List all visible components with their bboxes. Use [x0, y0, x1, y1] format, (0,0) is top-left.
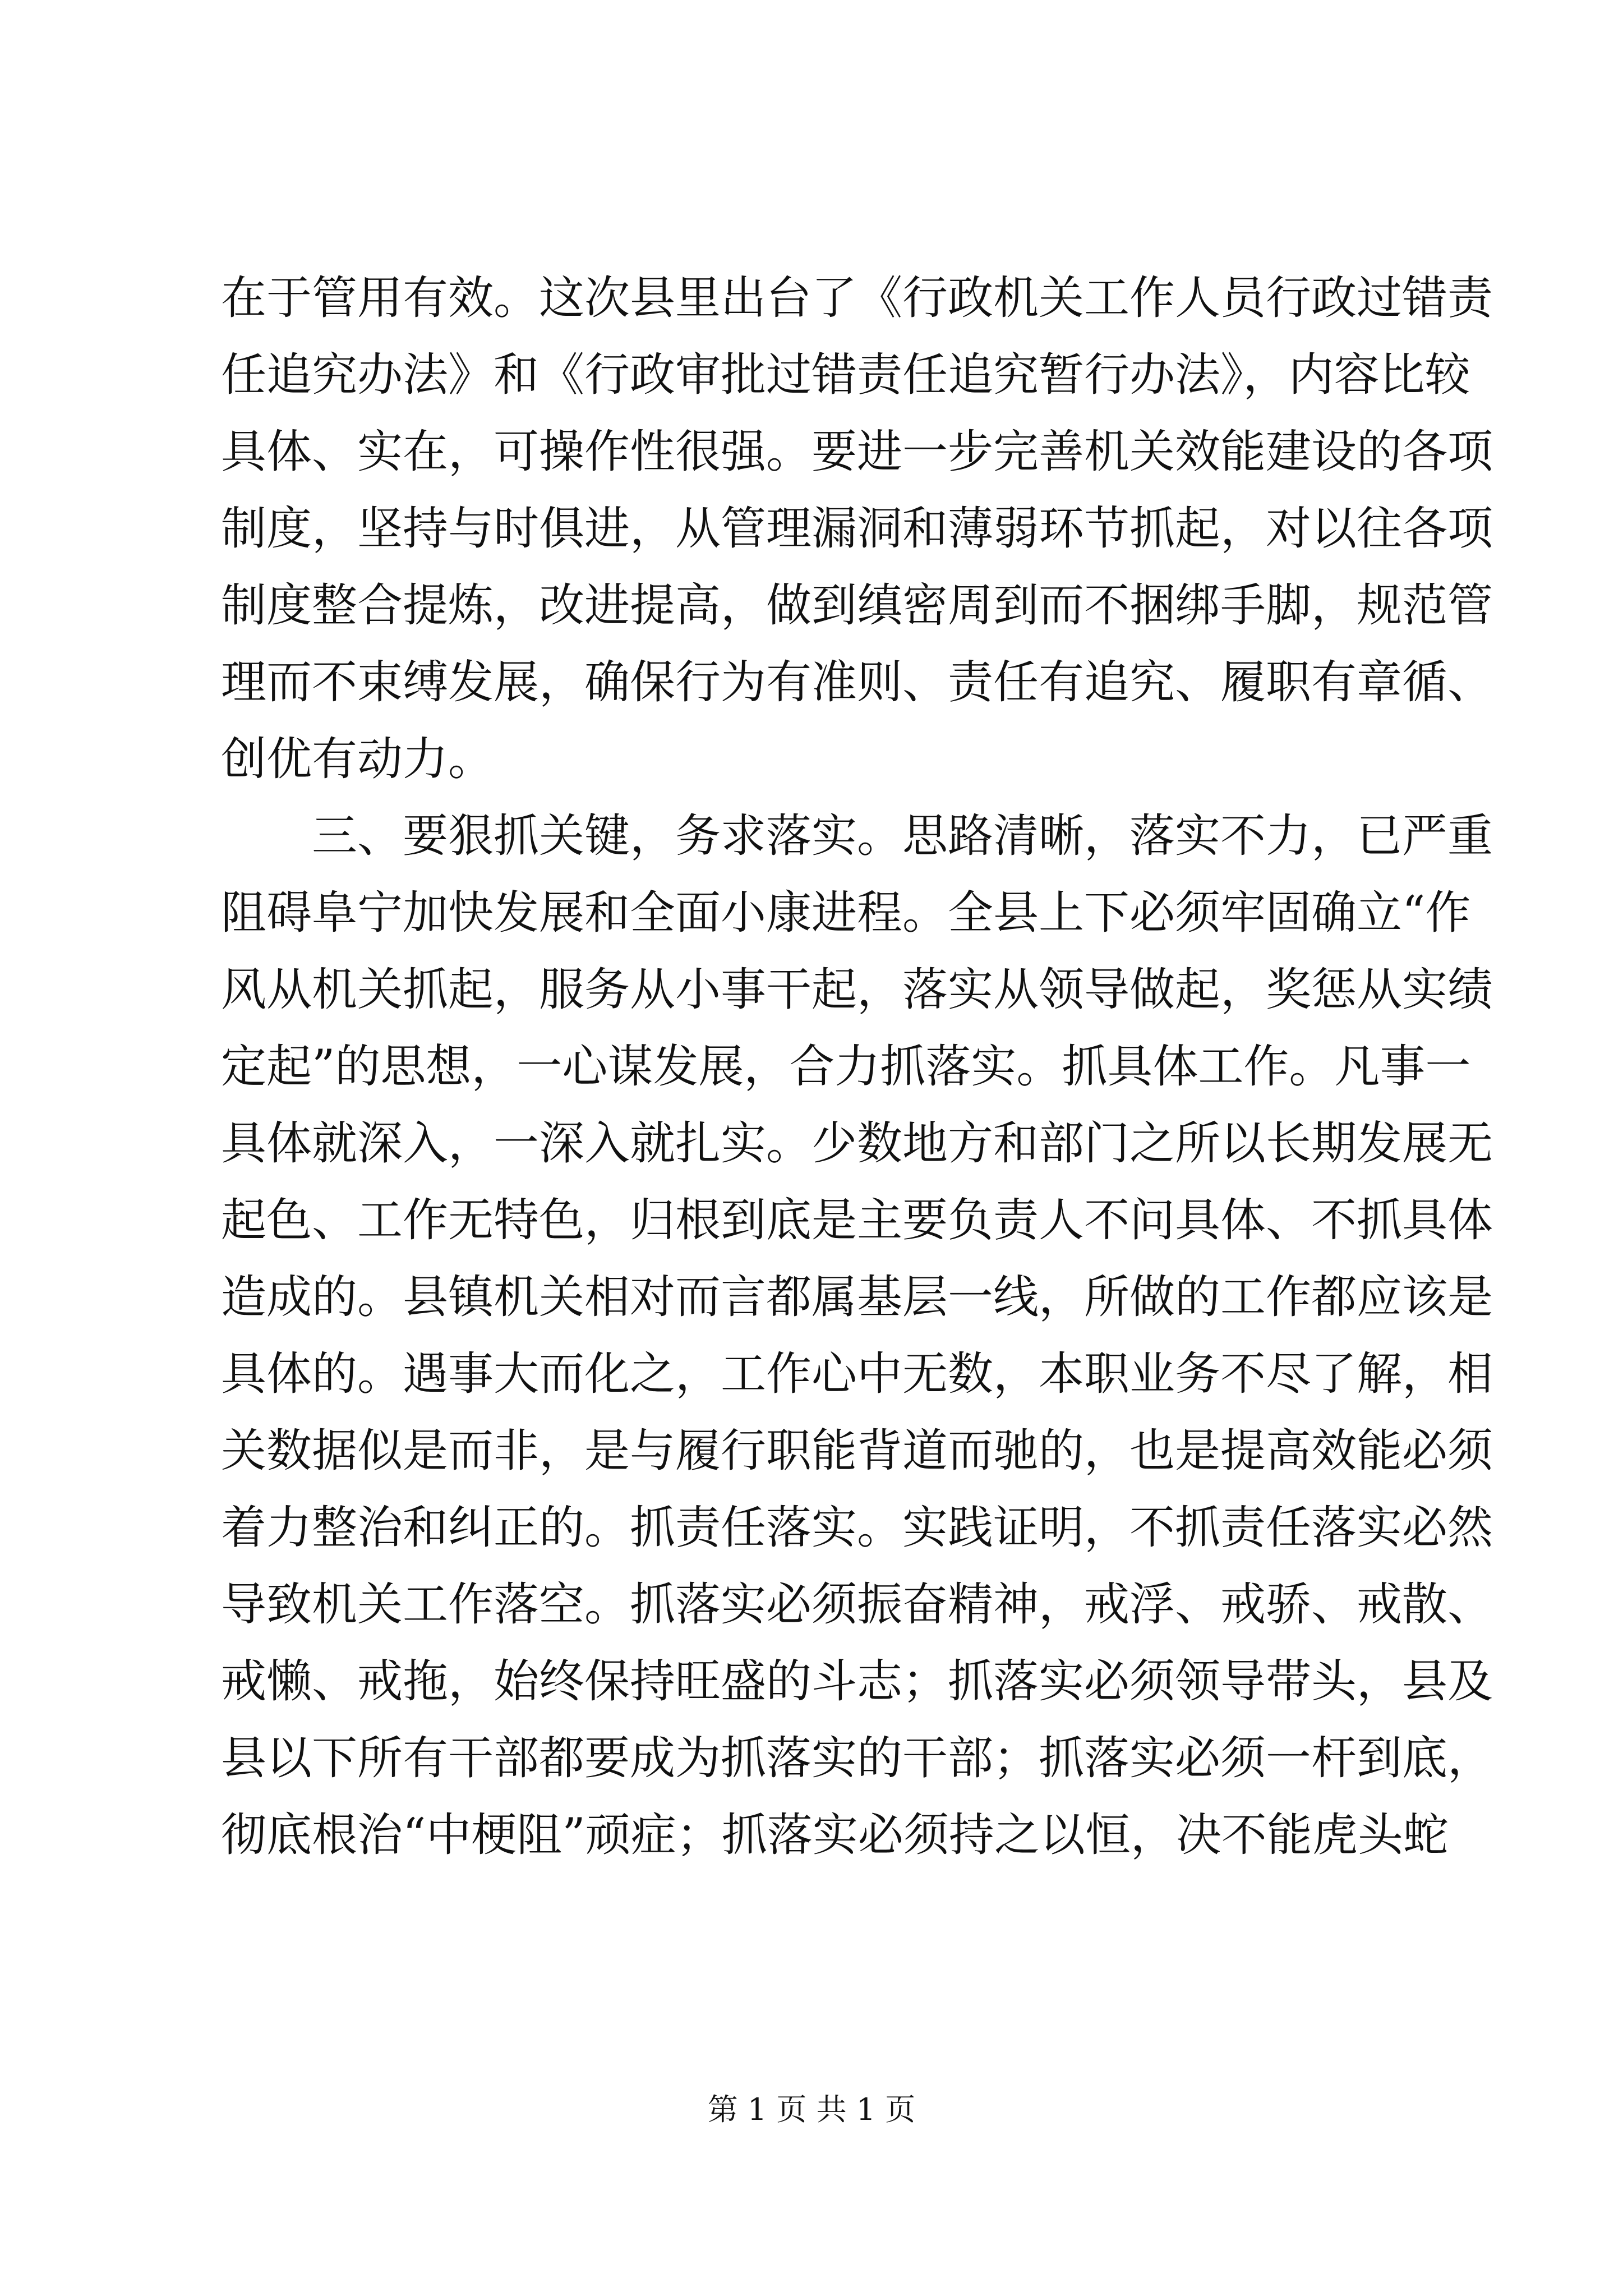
body-text [221, 260, 1493, 1874]
text-line: 彻底根治“中梗阻”顽症；抓落实必须持之以恒，决不能虎头蛇 [221, 1809, 1449, 1862]
text-line: 制度整合提炼，改进提高，做到缜密周到而不捆绑手脚，规范管 [221, 579, 1493, 632]
text-line: 定起”的思想，一心谋发展，合力抓落实。抓具体工作。凡事一 [221, 1041, 1471, 1093]
text-line: 风从机关抓起，服务从小事干起，落实从领导做起，奖惩从实绩 [221, 964, 1493, 1016]
page-number-label: 第 1 页 共 1 页 [707, 2092, 916, 2127]
text-line: 关数据似是而非，是与履行职能背道而驰的，也是提高效能必须 [221, 1425, 1493, 1478]
text-line: 县以下所有干部都要成为抓落实的干部；抓落实必须一杆到底， [221, 1732, 1493, 1785]
text-line: 具体、实在，可操作性很强。要进一步完善机关效能建设的各项 [221, 426, 1493, 478]
text-line: 起色、工作无特色，归根到底是主要负责人不问具体、不抓具体 [221, 1194, 1493, 1247]
text-line: 具体的。遇事大而化之，工作心中无数，本职业务不尽了解，相 [221, 1348, 1493, 1401]
text-line: 创优有动力。 [221, 733, 494, 786]
text-line: 具体就深入，一深入就扎实。少数地方和部门之所以长期发展无 [221, 1117, 1493, 1170]
text-line: 理而不束缚发展，确保行为有准则、责任有追究、履职有章循、 [221, 656, 1493, 709]
text-line: 阻碍阜宁加快发展和全面小康进程。全县上下必须牢固确立“作 [221, 887, 1471, 940]
text-line: 在于管用有效。这次县里出台了《行政机关工作人员行政过错责 [221, 272, 1493, 325]
page-footer [0, 2090, 1623, 2129]
text-line: 任追究办法》和《行政审批过错责任追究暂行办法》，内容比较 [221, 349, 1470, 402]
text-line: 三、要狠抓关键，务求落实。思路清晰，落实不力，已严重 [221, 810, 1493, 863]
text-line: 戒懒、戒拖，始终保持旺盛的斗志；抓落实必须领导带头，县及 [221, 1655, 1493, 1708]
text-line: 导致机关工作落空。抓落实必须振奋精神，戒浮、戒骄、戒散、 [221, 1579, 1493, 1631]
text-line: 着力整治和纠正的。抓责任落实。实践证明，不抓责任落实必然 [221, 1502, 1493, 1554]
text-line: 造成的。县镇机关相对而言都属基层一线，所做的工作都应该是 [221, 1271, 1493, 1324]
text-line: 制度，坚持与时俱进，从管理漏洞和薄弱环节抓起，对以往各项 [221, 503, 1493, 555]
